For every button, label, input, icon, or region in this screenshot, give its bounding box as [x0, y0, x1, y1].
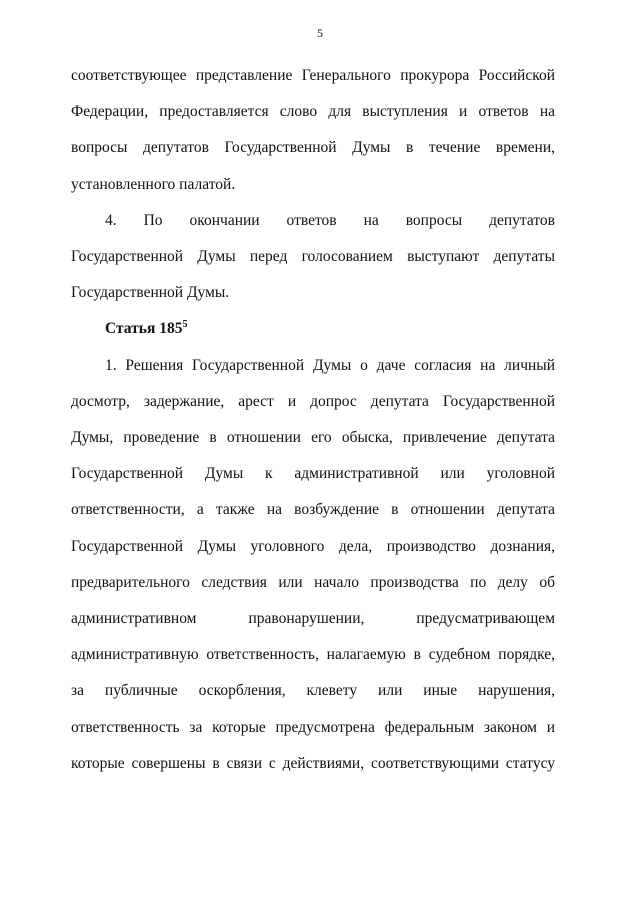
text-line: Государственной Думы к административной или уголовной — [71, 465, 555, 483]
text-line: административную ответственность, налагаемую в судебном порядке, — [71, 646, 555, 664]
page-number: 5 — [317, 26, 323, 40]
text-line: Государственной Думы уголовного дела, производство дознания, — [71, 537, 555, 555]
text-line: соответствующее представление Генерального прокурора Российской — [71, 67, 555, 84]
text-line: Государственной Думы. — [71, 284, 230, 302]
text-line: ответственности, а также на возбуждение в отношении депутата — [71, 501, 555, 519]
text-line: Федерации, предоставляется слово для выступления и ответов на — [71, 103, 555, 121]
text-line: за публичные оскорбления, клевету или иные нарушения, — [71, 682, 555, 700]
document-body — [71, 58, 555, 782]
article-superscript: 5 — [182, 319, 188, 331]
article-heading — [71, 311, 555, 347]
text-line: установленного палатой. — [71, 175, 236, 193]
text-line: ответственность за которые предусмотрена федеральным законом и — [71, 718, 555, 736]
text-line: 4. По окончании ответов на вопросы депутатов — [105, 211, 555, 229]
text-line: которые совершены в связи с действиями, соответствующими статусу — [71, 754, 555, 772]
text-line: досмотр, задержание, арест и допрос депутата Государственной — [71, 392, 555, 410]
paragraph-item-4 — [71, 203, 555, 312]
paragraph-continuation — [71, 58, 555, 203]
text-line: Государственной Думы перед голосованием выступают депутаты — [71, 248, 555, 266]
article-title: Статья 185 — [105, 320, 183, 338]
text-line: предварительного следствия или начало производства по делу об — [71, 573, 555, 591]
paragraph-item-1 — [71, 348, 555, 782]
text-line: Думы, проведение в отношении его обыска, привлечение депутата — [71, 429, 555, 447]
text-line: вопросы депутатов Государственной Думы в течение времени, — [71, 139, 555, 157]
text-line: 1. Решения Государственной Думы о даче согласия на личный — [105, 356, 555, 374]
text-line: административном правонарушении, предусматривающем — [71, 610, 555, 628]
